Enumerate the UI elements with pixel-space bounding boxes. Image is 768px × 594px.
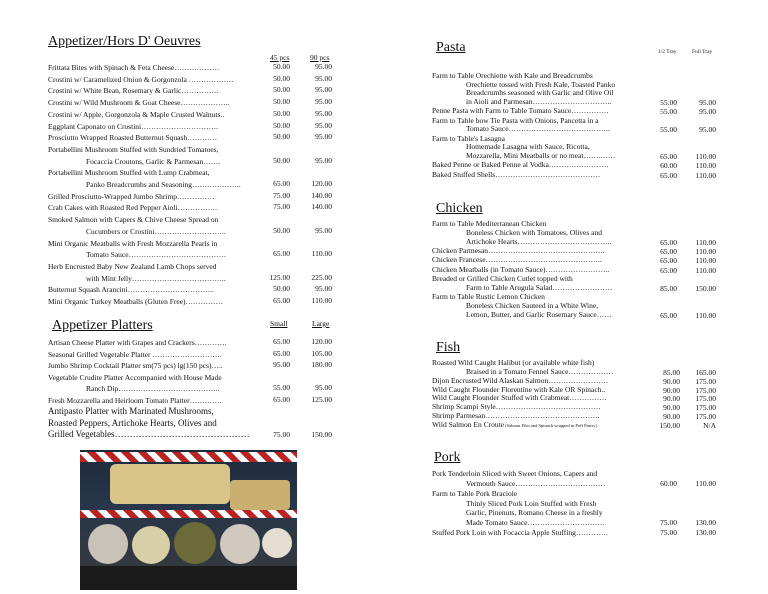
price-large: 95.00: [315, 73, 332, 83]
menu-item: [48, 296, 263, 308]
price-small: 55.00: [273, 383, 290, 392]
price-large: 140.00: [311, 190, 332, 200]
price-small: 50.00: [273, 62, 290, 71]
menu-item-line: Farm to Table Pork Braciole: [432, 489, 518, 498]
menu-item-line: Shrimp Parmesan……………………………………….: [432, 411, 600, 421]
menu-item-line: Artisan Cheese Platter with Grapes and Crackers………….: [48, 338, 227, 347]
menu-item-line: Herb Encrusted Baby New Zealand Lamb Chops served: [48, 261, 217, 271]
menu-item-line: Garlic, Pinenuts, Romano Cheese in a freshly: [466, 508, 603, 518]
menu-item-line: Roasted Wild Caught Halibut (or available white fish): [432, 358, 595, 367]
price-large: 105.00: [311, 348, 332, 358]
price-large: 110.00: [311, 296, 332, 305]
price-small: 50.00: [273, 97, 290, 107]
fish-heading: Fish: [436, 340, 461, 355]
menu-item: [432, 469, 647, 488]
price-small: 50.00: [273, 85, 290, 95]
bowl-2: [132, 526, 170, 564]
price-large: 95.00: [315, 132, 332, 142]
platters-col2-header: Large: [312, 319, 330, 328]
menu-item-line: Chicken Meatballs (in Tomato Sauce)……………………..: [432, 264, 610, 274]
menu-item-line: Shrimp Scampi Style……………………………………: [432, 402, 601, 412]
price-small: 55.00: [660, 125, 677, 135]
price-small: 50.00: [273, 108, 290, 118]
price-large: 175.00: [695, 385, 716, 395]
appetizers-col1-header: 45 pcs: [270, 53, 290, 62]
menu-item-line: Made Tomato Sauce………………………….: [466, 517, 605, 527]
menu-item: [48, 372, 263, 395]
menu-item: [48, 167, 263, 190]
price-large: 110.00: [695, 311, 716, 320]
menu-item: [432, 528, 647, 538]
menu-item-line: Crostini w/ White Bean, Rosemary & Garlic……………: [48, 86, 219, 96]
price-large: 110.00: [695, 256, 716, 266]
menu-item-line: Thinly Sliced Pork Loin Stuffed with Fresh: [466, 498, 597, 508]
price-large: 95.00: [315, 155, 332, 165]
menu-item-line: Mozzarella, Mini Meatballs or no meat…….……: [466, 151, 616, 161]
price-small: 150.00: [659, 421, 680, 431]
menu-item-line: Grilled Vegetables………………………………………: [48, 429, 250, 439]
menu-item: [48, 349, 263, 361]
price-small: 65.00: [660, 247, 677, 256]
price-large: 110.00: [695, 265, 716, 275]
price-large: N/A: [703, 421, 716, 431]
menu-item-line: Farm to Table bow Tie Pasta with Onions, Pancetta in a: [432, 115, 599, 125]
platters-col1-header: Small: [270, 319, 288, 328]
price-large: 95.00: [699, 107, 716, 117]
price-large: 110.00: [695, 170, 716, 180]
menu-item-line: Dijon Encrusted Wild Alaskan Salmon……………………: [432, 375, 609, 385]
price-small: 60.00: [660, 161, 677, 171]
price-small: 75.00: [660, 517, 677, 527]
price-small: 65.00: [273, 296, 290, 305]
price-large: 110.00: [695, 237, 716, 247]
menu-item: [432, 421, 647, 431]
price-large: 110.00: [695, 161, 716, 171]
price-small: 50.00: [273, 284, 290, 294]
menu-item: [432, 161, 647, 170]
tablecloth-stripe-2: [80, 510, 297, 518]
menu-item-line: in Aioli and Parmesan…………………………..: [466, 97, 612, 107]
menu-item-line: Chicken Parmesan………………………………………..: [432, 246, 605, 255]
price-small: 50.00: [273, 120, 290, 130]
price-small: 65.00: [273, 179, 290, 188]
pork-heading: Pork: [434, 450, 461, 465]
menu-item-line: Farm to Table's Lasagna: [432, 133, 505, 143]
price-large: 95.00: [315, 108, 332, 118]
bowl-4: [262, 528, 292, 558]
bowl-1: [88, 524, 128, 564]
menu-item-line: Portabellini Mushroom Stuffed with Lump Crabmeat,: [48, 168, 210, 178]
bowl-3: [220, 524, 260, 564]
price-small: 65.00: [660, 265, 677, 275]
appetizers-heading: Appetizer/Hors D' Oeuvres: [48, 34, 201, 49]
menu-item-line: Wild Caught Flounder Florentine with Kale OR Spinach..: [432, 384, 606, 394]
menu-item-line: Crab Cakes with Roasted Red Pepper Aioli…………….: [48, 203, 217, 213]
menu-item: [48, 132, 263, 144]
menu-item-line: Penne Pasta with Farm to Table Tomato Sauce……………: [432, 106, 609, 116]
menu-item: [48, 74, 263, 86]
menu-item: [48, 261, 263, 284]
price-large: 140.00: [311, 202, 332, 212]
menu-item-line: Farm to Table Mediterranean Chicken: [432, 219, 547, 228]
cracker-platter: [230, 480, 290, 510]
price-small: 85.00: [663, 367, 680, 377]
menu-item: [48, 191, 263, 203]
menu-item-line: Mini Organic Meatballs with Fresh Mozzarella Pearls in: [48, 238, 218, 248]
menu-item: [48, 360, 263, 372]
cheese-platter: [110, 464, 230, 504]
price-small: 75.00: [273, 202, 290, 212]
menu-item: [48, 121, 263, 133]
menu-item-line: Eggplant Caponato on Crostini………………………….: [48, 121, 218, 131]
price-large: 110.00: [311, 249, 332, 259]
menu-item-line: Farm to Table Rustic Lemon Chicken: [432, 292, 545, 302]
price-large: 150.00: [695, 284, 716, 293]
price-small: 125.00: [269, 272, 290, 282]
tablecloth-stripe: [80, 452, 297, 462]
price-large: 120.00: [311, 179, 332, 188]
price-large: 225.00: [311, 272, 332, 282]
menu-item-line: Braised in a Tomato Fennel Sauce………………: [466, 366, 614, 376]
menu-item-line: Boneless Chicken with Tomatoes, Olives and: [466, 227, 602, 237]
menu-item-line: Portabellini Mushroom Stuffed with Sundried Tomatoes,: [48, 144, 219, 154]
price-small: 85.00: [660, 284, 677, 293]
price-small: 65.00: [660, 311, 677, 320]
price-small: 65.00: [273, 394, 290, 404]
price-small: 60.00: [660, 478, 677, 488]
menu-item-line: Tomato Sauce…………………………………..: [466, 124, 610, 134]
platters-heading: Appetizer Platters: [52, 318, 153, 333]
menu-item-line: Lemon, Butter, and Garlic Rosemary Sauce……: [466, 309, 612, 319]
price-large: 95.00: [315, 284, 332, 294]
price-small: 90.00: [663, 394, 680, 404]
menu-item-line: Panko Breadcrumbs and Seasoning………………..: [86, 180, 241, 189]
pasta-col2-header: Full Tray: [692, 49, 713, 55]
price-large: 130.00: [695, 528, 716, 538]
price-large: 110.00: [695, 247, 716, 256]
menu-item-line: Baked Stuffed Shells……………………………………: [432, 169, 601, 179]
price-large: 180.00: [311, 360, 332, 369]
price-large: 110.00: [695, 478, 716, 488]
menu-item-line: Homemade Lasagna with Sauce, Ricotta,: [466, 142, 590, 152]
price-small: 65.00: [273, 249, 290, 259]
price-small: 65.00: [273, 337, 290, 346]
price-small: 55.00: [660, 107, 677, 117]
price-large: 175.00: [695, 403, 716, 413]
menu-item-line: Mini Organic Turkey Meatballs (Gluten Free)……………: [48, 297, 224, 306]
price-small: 90.00: [663, 403, 680, 413]
menu-item: [432, 135, 647, 161]
price-large: 95.00: [699, 98, 716, 108]
price-small: 75.00: [273, 430, 290, 439]
price-large: 110.00: [695, 152, 716, 162]
price-large: 95.00: [315, 383, 332, 392]
price-large: 150.00: [311, 430, 332, 439]
price-large: 120.00: [311, 337, 332, 346]
menu-item-line: Crostini w/ Caramelized Onion & Gorgonzola ………………: [48, 74, 234, 84]
menu-item-line: Artichoke Hearts………………………………..: [466, 236, 612, 246]
menu-item: [48, 97, 263, 109]
menu-item: [48, 62, 263, 74]
table-edge: [80, 566, 297, 590]
price-large: 165.00: [695, 367, 716, 377]
menu-item-line: Fresh Mozzarella and Heirloom Tomato Platter………….: [48, 395, 222, 405]
menu-item-line: Wild Caught Flounder Stuffed with Crabmeat……………: [432, 393, 607, 403]
price-large: 95.00: [315, 85, 332, 95]
menu-item-line: Seasonal Grilled Vegetable Platter ……………………….: [48, 349, 222, 359]
menu-item-line: Roasted Peppers, Artichoke Hearts, Olives and: [48, 417, 217, 428]
menu-item: [48, 144, 263, 167]
menu-item-line: Breaded or Grilled Chicken Cutlet topped with: [432, 274, 573, 284]
price-large: 130.00: [695, 517, 716, 527]
price-small: 90.00: [663, 376, 680, 386]
price-small: 50.00: [273, 132, 290, 142]
price-small: 65.00: [660, 256, 677, 266]
menu-item: [48, 406, 263, 441]
price-large: 175.00: [695, 376, 716, 386]
price-small: 50.00: [273, 155, 290, 165]
menu-item: [432, 72, 647, 107]
price-small: 55.00: [660, 98, 677, 108]
menu-item-line: Grilled Prosciutto-Wrapped Jumbo Shrimp……………: [48, 191, 215, 201]
price-small: 65.00: [660, 152, 677, 162]
menu-item-line: Frittata Bites with Spinach & Feta Cheese………………: [48, 63, 220, 72]
menu-item-line: Farm to Table Orechiette with Kale and Breadcrumbs: [432, 71, 593, 80]
menu-item-line: Wild Salmon En Croute (Salmon Filet and Spinach wrapped in Puff Pastry).: [432, 420, 599, 430]
menu-item: [48, 202, 263, 214]
catering-photo: [80, 450, 297, 590]
price-large: 95.00: [315, 97, 332, 107]
price-small: 95.00: [273, 360, 290, 369]
price-large: 175.00: [695, 394, 716, 404]
menu-item: [432, 220, 647, 246]
pasta-col1-header: 1/2 Tray: [658, 49, 677, 55]
price-large: 95.00: [315, 120, 332, 130]
menu-item-line: Orechiette tossed with Fresh Kale, Toasted Panko: [466, 79, 616, 89]
menu-item: [432, 377, 647, 386]
menu-item-line: Boneless Chicken Sauteed in a White Wine,: [466, 301, 599, 311]
menu-item: [432, 171, 647, 180]
menu-item-line: with Mint Jelly………………………………..: [86, 273, 226, 283]
menu-item: [432, 256, 647, 265]
menu-item-line: Pork Tenderloin Sliced with Sweet Onions, Capers and: [432, 469, 598, 478]
menu-item-line: Crostini w/ Wild Mushroom & Goat Cheese………………..: [48, 98, 230, 108]
bowl-olives: [174, 522, 216, 564]
menu-item-line: Jumbo Shrimp Cocktail Platter sm(75 pcs) lg(150 pcs)…..: [48, 361, 223, 370]
menu-item-line: Farm to Table Arugula Salad……………………: [466, 282, 613, 292]
menu-item-line: Ranch Dip…………………………………..: [86, 384, 220, 393]
menu-item: [48, 109, 263, 121]
menu-item-line: Focaccia Croutons, Garlic & Parmesan…….: [86, 156, 221, 166]
menu-item: [432, 359, 647, 376]
chicken-heading: Chicken: [436, 201, 483, 216]
menu-item-line: Vermouth Sauce………………………………: [466, 478, 606, 488]
price-large: 125.00: [311, 394, 332, 404]
price-small: 50.00: [273, 225, 290, 235]
menu-item-line: Smoked Salmon with Capers & Chive Cheese Spread on: [48, 215, 219, 225]
menu-item: [48, 85, 263, 97]
menu-item-line: Breadcrumbs seasoned with Garlic and Olive Oil: [466, 88, 614, 98]
price-small: 65.00: [660, 170, 677, 180]
menu-item-line: Baked Penne or Baked Penne al Vodka……………………: [432, 160, 609, 170]
price-small: 75.00: [273, 190, 290, 200]
menu-item-line: Vegetable Crudite Platter Accompanied with House Made: [48, 372, 222, 382]
price-small: 65.00: [273, 348, 290, 358]
menu-item-line: Prosciutto Wrapped Roasted Butternut Squash…………: [48, 133, 218, 143]
menu-item: [48, 214, 263, 237]
price-large: 175.00: [695, 412, 716, 422]
menu-item-note: (Salmon Filet and Spinach wrapped in Puff Pastry).: [503, 423, 599, 429]
menu-item-line: Tomato Sauce…………………………………: [86, 250, 227, 260]
menu-item-line: Butternut Squash Arancini……………………………..: [48, 285, 214, 295]
price-large: 95.00: [315, 225, 332, 235]
menu-item: [432, 293, 647, 319]
menu-item-line: Stuffed Pork Loin with Focaccia Apple Stuffing………….: [432, 528, 608, 538]
menu-item-line: Chicken Francese………………………………………..: [432, 255, 602, 265]
price-large: 95.00: [699, 125, 716, 135]
menu-item: [48, 284, 263, 296]
price-small: 90.00: [663, 412, 680, 422]
menu-item: [432, 275, 647, 293]
appetizers-col2-header: 90 pcs: [310, 53, 330, 62]
price-small: 75.00: [660, 528, 677, 538]
price-small: 65.00: [660, 237, 677, 247]
menu-item: [48, 337, 263, 349]
menu-item: [432, 117, 647, 134]
price-small: 90.00: [663, 385, 680, 395]
menu-item-line: Crostini w/ Apple, Gorgonzola & Maple Crusted Walnuts..: [48, 109, 225, 119]
price-large: 95.00: [315, 62, 332, 71]
price-small: 50.00: [273, 73, 290, 83]
menu-item: [48, 238, 263, 261]
menu-item-line: Cucumbers or Crostini………………………..: [86, 226, 226, 236]
pasta-heading: Pasta: [436, 40, 466, 55]
menu-item: [48, 395, 263, 407]
menu-item: [432, 107, 647, 116]
menu-item: [432, 489, 647, 527]
menu-item-line: Antipasto Platter with Marinated Mushrooms,: [48, 406, 214, 416]
